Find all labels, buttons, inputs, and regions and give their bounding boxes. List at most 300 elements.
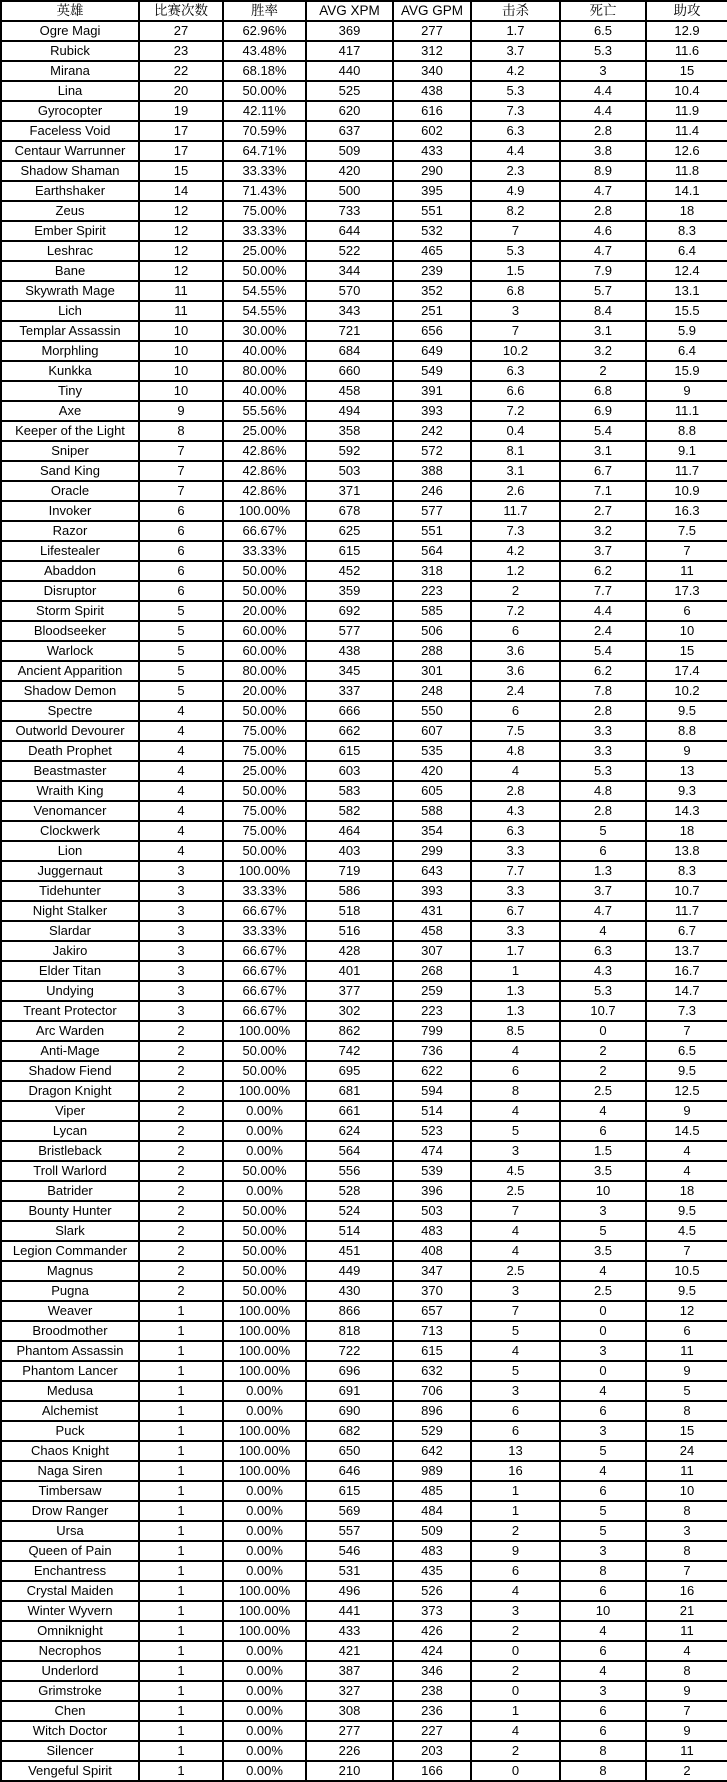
kills-cell: 8.1 [471, 441, 560, 461]
deaths-cell: 4 [560, 921, 646, 941]
assists-cell: 6.7 [646, 921, 727, 941]
assists-cell: 2 [646, 1761, 727, 1781]
hero-name-cell: Queen of Pain [1, 1541, 139, 1561]
assists-cell: 5 [646, 1381, 727, 1401]
avg-gpm-cell: 607 [393, 721, 471, 741]
avg-xpm-cell: 210 [306, 1761, 393, 1781]
winrate-cell: 66.67% [223, 981, 306, 1001]
hero-name-cell: Tidehunter [1, 881, 139, 901]
avg-xpm-cell: 302 [306, 1001, 393, 1021]
winrate-cell: 54.55% [223, 301, 306, 321]
avg-xpm-cell: 564 [306, 1141, 393, 1161]
hero-name-cell: Rubick [1, 41, 139, 61]
hero-name-cell: Pugna [1, 1281, 139, 1301]
deaths-cell: 4 [560, 1101, 646, 1121]
table-row [1, 981, 727, 1001]
matches-cell: 9 [139, 401, 223, 421]
table-row [1, 1661, 727, 1681]
deaths-cell: 8 [560, 1561, 646, 1581]
table-row [1, 1141, 727, 1161]
assists-cell: 11.1 [646, 401, 727, 421]
hero-name-cell: Morphling [1, 341, 139, 361]
assists-cell: 4 [646, 1641, 727, 1661]
kills-cell: 3 [471, 1141, 560, 1161]
avg-xpm-cell: 514 [306, 1221, 393, 1241]
avg-xpm-cell: 449 [306, 1261, 393, 1281]
avg-xpm-cell: 522 [306, 241, 393, 261]
column-header-avg-gpm: AVG GPM [393, 1, 471, 21]
table-row [1, 581, 727, 601]
assists-cell: 7 [646, 1701, 727, 1721]
hero-name-cell: Venomancer [1, 801, 139, 821]
deaths-cell: 3.2 [560, 341, 646, 361]
table-row [1, 1601, 727, 1621]
avg-xpm-cell: 615 [306, 1481, 393, 1501]
matches-cell: 2 [139, 1281, 223, 1301]
deaths-cell: 4.8 [560, 781, 646, 801]
table-row [1, 821, 727, 841]
deaths-cell: 2.8 [560, 121, 646, 141]
avg-gpm-cell: 277 [393, 21, 471, 41]
matches-cell: 2 [139, 1041, 223, 1061]
table-row [1, 241, 727, 261]
assists-cell: 6 [646, 601, 727, 621]
winrate-cell: 33.33% [223, 161, 306, 181]
deaths-cell: 2.5 [560, 1281, 646, 1301]
deaths-cell: 6 [560, 1641, 646, 1661]
hero-name-cell: Faceless Void [1, 121, 139, 141]
deaths-cell: 8.9 [560, 161, 646, 181]
avg-xpm-cell: 387 [306, 1661, 393, 1681]
deaths-cell: 2.8 [560, 201, 646, 221]
table-row [1, 701, 727, 721]
winrate-cell: 75.00% [223, 201, 306, 221]
assists-cell: 6 [646, 1321, 727, 1341]
matches-cell: 1 [139, 1701, 223, 1721]
deaths-cell: 5 [560, 821, 646, 841]
matches-cell: 1 [139, 1521, 223, 1541]
avg-gpm-cell: 246 [393, 481, 471, 501]
assists-cell: 4 [646, 1141, 727, 1161]
avg-xpm-cell: 721 [306, 321, 393, 341]
table-row [1, 161, 727, 181]
hero-name-cell: Slardar [1, 921, 139, 941]
kills-cell: 3 [471, 1281, 560, 1301]
avg-xpm-cell: 660 [306, 361, 393, 381]
avg-gpm-cell: 523 [393, 1121, 471, 1141]
avg-xpm-cell: 603 [306, 761, 393, 781]
table-row [1, 1021, 727, 1041]
assists-cell: 9 [646, 1361, 727, 1381]
avg-gpm-cell: 227 [393, 1721, 471, 1741]
avg-gpm-cell: 299 [393, 841, 471, 861]
kills-cell: 4.5 [471, 1161, 560, 1181]
avg-gpm-cell: 424 [393, 1641, 471, 1661]
table-row [1, 1221, 727, 1241]
winrate-cell: 0.00% [223, 1181, 306, 1201]
deaths-cell: 6 [560, 1581, 646, 1601]
matches-cell: 4 [139, 821, 223, 841]
avg-xpm-cell: 440 [306, 61, 393, 81]
assists-cell: 11 [646, 1741, 727, 1761]
matches-cell: 1 [139, 1401, 223, 1421]
kills-cell: 2.5 [471, 1261, 560, 1281]
deaths-cell: 8 [560, 1741, 646, 1761]
table-row [1, 221, 727, 241]
hero-name-cell: Crystal Maiden [1, 1581, 139, 1601]
table-row [1, 521, 727, 541]
matches-cell: 3 [139, 1001, 223, 1021]
hero-name-cell: Vengeful Spirit [1, 1761, 139, 1781]
matches-cell: 5 [139, 681, 223, 701]
column-header-kills: 击杀 [471, 1, 560, 21]
winrate-cell: 50.00% [223, 1061, 306, 1081]
avg-xpm-cell: 691 [306, 1381, 393, 1401]
avg-gpm-cell: 989 [393, 1461, 471, 1481]
table-row [1, 1261, 727, 1281]
matches-cell: 1 [139, 1581, 223, 1601]
matches-cell: 1 [139, 1321, 223, 1341]
table-row [1, 1061, 727, 1081]
hero-name-cell: Kunkka [1, 361, 139, 381]
winrate-cell: 80.00% [223, 661, 306, 681]
assists-cell: 8 [646, 1541, 727, 1561]
avg-xpm-cell: 661 [306, 1101, 393, 1121]
winrate-cell: 0.00% [223, 1721, 306, 1741]
avg-gpm-cell: 396 [393, 1181, 471, 1201]
kills-cell: 3.7 [471, 41, 560, 61]
deaths-cell: 8 [560, 1761, 646, 1781]
assists-cell: 12.6 [646, 141, 727, 161]
hero-name-cell: Lion [1, 841, 139, 861]
matches-cell: 1 [139, 1621, 223, 1641]
avg-gpm-cell: 713 [393, 1321, 471, 1341]
winrate-cell: 71.43% [223, 181, 306, 201]
avg-xpm-cell: 428 [306, 941, 393, 961]
avg-xpm-cell: 464 [306, 821, 393, 841]
table-row [1, 421, 727, 441]
hero-name-cell: Slark [1, 1221, 139, 1241]
avg-xpm-cell: 570 [306, 281, 393, 301]
deaths-cell: 7.9 [560, 261, 646, 281]
table-body [1, 21, 727, 1781]
kills-cell: 1.3 [471, 1001, 560, 1021]
matches-cell: 1 [139, 1341, 223, 1361]
hero-name-cell: Chaos Knight [1, 1441, 139, 1461]
avg-xpm-cell: 525 [306, 81, 393, 101]
hero-name-cell: Viper [1, 1101, 139, 1121]
assists-cell: 6.5 [646, 1041, 727, 1061]
hero-name-cell: Silencer [1, 1741, 139, 1761]
kills-cell: 10.2 [471, 341, 560, 361]
hero-name-cell: Tiny [1, 381, 139, 401]
assists-cell: 8.3 [646, 861, 727, 881]
hero-name-cell: Bounty Hunter [1, 1201, 139, 1221]
assists-cell: 18 [646, 1181, 727, 1201]
hero-name-cell: Undying [1, 981, 139, 1001]
hero-name-cell: Sniper [1, 441, 139, 461]
assists-cell: 15 [646, 1421, 727, 1441]
matches-cell: 4 [139, 701, 223, 721]
winrate-cell: 42.11% [223, 101, 306, 121]
avg-gpm-cell: 251 [393, 301, 471, 321]
matches-cell: 1 [139, 1741, 223, 1761]
deaths-cell: 3.3 [560, 721, 646, 741]
avg-gpm-cell: 535 [393, 741, 471, 761]
hero-name-cell: Timbersaw [1, 1481, 139, 1501]
hero-name-cell: Wraith King [1, 781, 139, 801]
assists-cell: 10.7 [646, 881, 727, 901]
avg-gpm-cell: 616 [393, 101, 471, 121]
hero-name-cell: Ogre Magi [1, 21, 139, 41]
matches-cell: 6 [139, 541, 223, 561]
kills-cell: 6 [471, 1421, 560, 1441]
avg-xpm-cell: 420 [306, 161, 393, 181]
deaths-cell: 6 [560, 1481, 646, 1501]
deaths-cell: 5.3 [560, 761, 646, 781]
assists-cell: 9.1 [646, 441, 727, 461]
avg-gpm-cell: 474 [393, 1141, 471, 1161]
winrate-cell: 50.00% [223, 781, 306, 801]
avg-gpm-cell: 485 [393, 1481, 471, 1501]
matches-cell: 7 [139, 461, 223, 481]
winrate-cell: 42.86% [223, 441, 306, 461]
kills-cell: 7 [471, 321, 560, 341]
avg-xpm-cell: 401 [306, 961, 393, 981]
avg-gpm-cell: 526 [393, 1581, 471, 1601]
avg-xpm-cell: 452 [306, 561, 393, 581]
avg-xpm-cell: 327 [306, 1681, 393, 1701]
table-row [1, 661, 727, 681]
assists-cell: 18 [646, 201, 727, 221]
table-row [1, 301, 727, 321]
table-row [1, 761, 727, 781]
kills-cell: 1.2 [471, 561, 560, 581]
kills-cell: 6.3 [471, 121, 560, 141]
hero-name-cell: Disruptor [1, 581, 139, 601]
header-row [1, 1, 727, 21]
hero-name-cell: Outworld Devourer [1, 721, 139, 741]
table-row [1, 1001, 727, 1021]
deaths-cell: 0 [560, 1301, 646, 1321]
matches-cell: 10 [139, 381, 223, 401]
hero-name-cell: Broodmother [1, 1321, 139, 1341]
deaths-cell: 7.7 [560, 581, 646, 601]
hero-name-cell: Underlord [1, 1661, 139, 1681]
deaths-cell: 5 [560, 1441, 646, 1461]
kills-cell: 6.3 [471, 361, 560, 381]
deaths-cell: 4 [560, 1261, 646, 1281]
kills-cell: 9 [471, 1541, 560, 1561]
column-header-avg-xpm: AVG XPM [306, 1, 393, 21]
matches-cell: 6 [139, 501, 223, 521]
kills-cell: 6 [471, 1401, 560, 1421]
winrate-cell: 100.00% [223, 861, 306, 881]
table-row [1, 1301, 727, 1321]
hero-name-cell: Omniknight [1, 1621, 139, 1641]
winrate-cell: 0.00% [223, 1661, 306, 1681]
winrate-cell: 0.00% [223, 1401, 306, 1421]
matches-cell: 6 [139, 521, 223, 541]
deaths-cell: 3.1 [560, 321, 646, 341]
winrate-cell: 75.00% [223, 821, 306, 841]
table-row [1, 1341, 727, 1361]
assists-cell: 9 [646, 1101, 727, 1121]
deaths-cell: 6.2 [560, 561, 646, 581]
hero-name-cell: Treant Protector [1, 1001, 139, 1021]
deaths-cell: 5 [560, 1521, 646, 1541]
avg-gpm-cell: 585 [393, 601, 471, 621]
table-row [1, 1621, 727, 1641]
deaths-cell: 10 [560, 1181, 646, 1201]
deaths-cell: 3 [560, 1201, 646, 1221]
table-row [1, 401, 727, 421]
hero-name-cell: Axe [1, 401, 139, 421]
matches-cell: 2 [139, 1081, 223, 1101]
winrate-cell: 42.86% [223, 481, 306, 501]
kills-cell: 8.2 [471, 201, 560, 221]
winrate-cell: 50.00% [223, 1201, 306, 1221]
avg-xpm-cell: 528 [306, 1181, 393, 1201]
kills-cell: 7.2 [471, 401, 560, 421]
kills-cell: 4.2 [471, 61, 560, 81]
winrate-cell: 100.00% [223, 1621, 306, 1641]
table-row [1, 921, 727, 941]
deaths-cell: 3.7 [560, 541, 646, 561]
avg-gpm-cell: 438 [393, 81, 471, 101]
hero-name-cell: Lycan [1, 1121, 139, 1141]
assists-cell: 10 [646, 621, 727, 641]
kills-cell: 7 [471, 1301, 560, 1321]
avg-xpm-cell: 358 [306, 421, 393, 441]
matches-cell: 1 [139, 1421, 223, 1441]
kills-cell: 7 [471, 221, 560, 241]
avg-xpm-cell: 433 [306, 1621, 393, 1641]
winrate-cell: 100.00% [223, 1601, 306, 1621]
avg-xpm-cell: 421 [306, 1641, 393, 1661]
table-row [1, 201, 727, 221]
table-row [1, 341, 727, 361]
deaths-cell: 1.5 [560, 1141, 646, 1161]
winrate-cell: 66.67% [223, 961, 306, 981]
table-row [1, 1561, 727, 1581]
assists-cell: 7.3 [646, 1001, 727, 1021]
assists-cell: 11.6 [646, 41, 727, 61]
table-row [1, 261, 727, 281]
matches-cell: 4 [139, 761, 223, 781]
avg-gpm-cell: 239 [393, 261, 471, 281]
avg-xpm-cell: 226 [306, 1741, 393, 1761]
avg-xpm-cell: 678 [306, 501, 393, 521]
hero-name-cell: Lifestealer [1, 541, 139, 561]
deaths-cell: 2.8 [560, 801, 646, 821]
winrate-cell: 0.00% [223, 1741, 306, 1761]
kills-cell: 8.5 [471, 1021, 560, 1041]
hero-name-cell: Enchantress [1, 1561, 139, 1581]
matches-cell: 1 [139, 1441, 223, 1461]
avg-gpm-cell: 465 [393, 241, 471, 261]
hero-name-cell: Lina [1, 81, 139, 101]
hero-name-cell: Invoker [1, 501, 139, 521]
avg-xpm-cell: 862 [306, 1021, 393, 1041]
kills-cell: 3 [471, 301, 560, 321]
avg-xpm-cell: 403 [306, 841, 393, 861]
assists-cell: 8 [646, 1401, 727, 1421]
assists-cell: 16 [646, 1581, 727, 1601]
table-row [1, 941, 727, 961]
hero-name-cell: Alchemist [1, 1401, 139, 1421]
kills-cell: 4 [471, 1221, 560, 1241]
winrate-cell: 50.00% [223, 1281, 306, 1301]
matches-cell: 12 [139, 201, 223, 221]
kills-cell: 4 [471, 1341, 560, 1361]
matches-cell: 17 [139, 141, 223, 161]
kills-cell: 3.3 [471, 841, 560, 861]
avg-gpm-cell: 431 [393, 901, 471, 921]
kills-cell: 3 [471, 1601, 560, 1621]
avg-xpm-cell: 337 [306, 681, 393, 701]
table-row [1, 861, 727, 881]
kills-cell: 6.8 [471, 281, 560, 301]
avg-xpm-cell: 344 [306, 261, 393, 281]
hero-name-cell: Beastmaster [1, 761, 139, 781]
matches-cell: 5 [139, 621, 223, 641]
avg-gpm-cell: 393 [393, 881, 471, 901]
matches-cell: 12 [139, 261, 223, 281]
winrate-cell: 60.00% [223, 621, 306, 641]
hero-name-cell: Winter Wyvern [1, 1601, 139, 1621]
winrate-cell: 50.00% [223, 1241, 306, 1261]
assists-cell: 10.2 [646, 681, 727, 701]
matches-cell: 2 [139, 1201, 223, 1221]
matches-cell: 23 [139, 41, 223, 61]
kills-cell: 1.5 [471, 261, 560, 281]
winrate-cell: 100.00% [223, 1081, 306, 1101]
matches-cell: 10 [139, 321, 223, 341]
winrate-cell: 33.33% [223, 221, 306, 241]
matches-cell: 2 [139, 1121, 223, 1141]
matches-cell: 27 [139, 21, 223, 41]
table-row [1, 1701, 727, 1721]
avg-gpm-cell: 506 [393, 621, 471, 641]
assists-cell: 8 [646, 1661, 727, 1681]
avg-xpm-cell: 494 [306, 401, 393, 421]
winrate-cell: 68.18% [223, 61, 306, 81]
kills-cell: 4 [471, 761, 560, 781]
assists-cell: 9 [646, 1721, 727, 1741]
hero-name-cell: Jakiro [1, 941, 139, 961]
matches-cell: 12 [139, 241, 223, 261]
assists-cell: 12.5 [646, 1081, 727, 1101]
matches-cell: 2 [139, 1221, 223, 1241]
hero-name-cell: Night Stalker [1, 901, 139, 921]
kills-cell: 4 [471, 1721, 560, 1741]
avg-xpm-cell: 569 [306, 1501, 393, 1521]
assists-cell: 9 [646, 741, 727, 761]
hero-name-cell: Puck [1, 1421, 139, 1441]
hero-name-cell: Sand King [1, 461, 139, 481]
kills-cell: 2 [471, 581, 560, 601]
table-row [1, 481, 727, 501]
winrate-cell: 100.00% [223, 1461, 306, 1481]
deaths-cell: 2 [560, 1061, 646, 1081]
avg-gpm-cell: 706 [393, 1381, 471, 1401]
table-row [1, 741, 727, 761]
matches-cell: 2 [139, 1161, 223, 1181]
assists-cell: 15.9 [646, 361, 727, 381]
winrate-cell: 50.00% [223, 261, 306, 281]
avg-xpm-cell: 733 [306, 201, 393, 221]
